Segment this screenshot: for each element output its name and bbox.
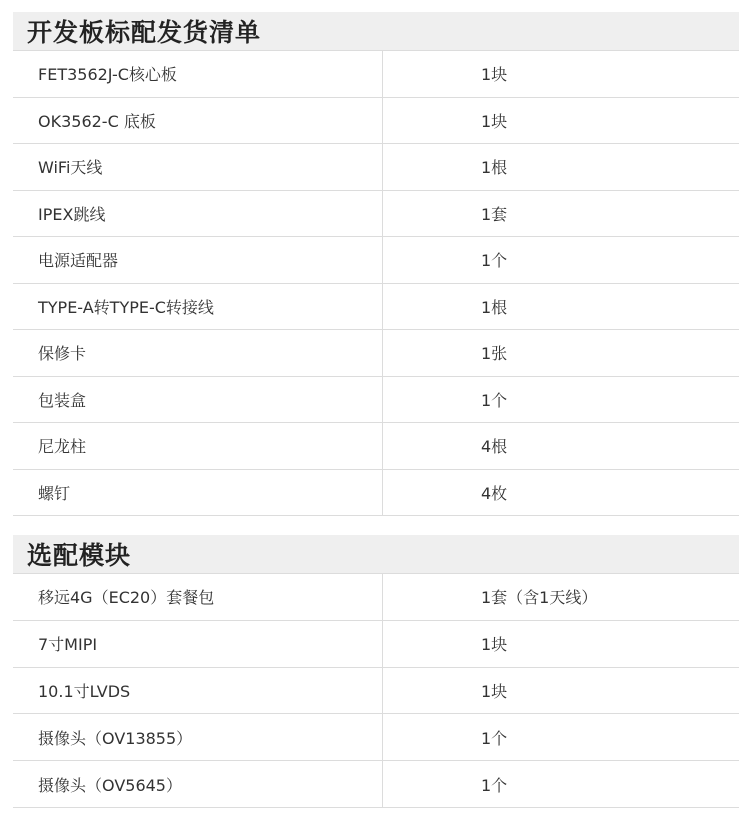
table-row — [13, 191, 739, 238]
table-row — [13, 377, 739, 424]
item-name: IPEX跳线 — [13, 191, 383, 237]
standard-shipping-list — [13, 12, 739, 516]
table-row — [13, 330, 739, 377]
table-row — [13, 668, 739, 715]
item-name: 包装盒 — [13, 377, 383, 423]
item-name: OK3562-C 底板 — [13, 98, 383, 144]
item-quantity: 1个 — [481, 728, 508, 748]
table-row — [13, 144, 739, 191]
table-row — [13, 761, 739, 808]
item-name: 10.1寸LVDS — [13, 668, 383, 714]
table-row — [13, 51, 739, 98]
item-name: WiFi天线 — [13, 144, 383, 190]
table-row — [13, 423, 739, 470]
table-row — [13, 574, 739, 621]
item-quantity: 1张 — [481, 344, 508, 364]
item-name: FET3562J-C核心板 — [13, 51, 383, 97]
item-quantity: 1套（含1天线） — [481, 588, 598, 608]
item-quantity: 4枚 — [481, 483, 508, 503]
item-quantity: 1块 — [481, 635, 508, 655]
table-row — [13, 237, 739, 284]
item-name: 摄像头（OV5645） — [13, 761, 383, 807]
item-quantity: 1块 — [481, 111, 508, 131]
item-quantity: 1块 — [481, 65, 508, 85]
item-quantity: 1套 — [481, 204, 508, 224]
table-row — [13, 470, 739, 517]
section-title-optional: 选配模块 — [13, 535, 739, 573]
standard-items-table — [13, 50, 739, 516]
optional-modules-list — [13, 535, 739, 808]
item-name: 移远4G（EC20）套餐包 — [13, 574, 383, 620]
section-title-standard: 开发板标配发货清单 — [13, 12, 739, 50]
item-quantity: 4根 — [481, 437, 508, 457]
item-name: 保修卡 — [13, 330, 383, 376]
item-quantity: 1块 — [481, 681, 508, 701]
item-quantity: 1个 — [481, 251, 508, 271]
item-quantity: 1个 — [481, 390, 508, 410]
item-name: TYPE-A转TYPE-C转接线 — [13, 284, 383, 330]
table-row — [13, 621, 739, 668]
table-row — [13, 284, 739, 331]
item-name: 7寸MIPI — [13, 621, 383, 667]
table-row — [13, 714, 739, 761]
optional-items-table — [13, 573, 739, 808]
item-name: 尼龙柱 — [13, 423, 383, 469]
item-quantity: 1根 — [481, 158, 508, 178]
item-quantity: 1个 — [481, 775, 508, 795]
item-name: 摄像头（OV13855） — [13, 714, 383, 760]
item-name: 螺钉 — [13, 470, 383, 516]
item-name: 电源适配器 — [13, 237, 383, 283]
table-row — [13, 98, 739, 145]
item-quantity: 1根 — [481, 297, 508, 317]
